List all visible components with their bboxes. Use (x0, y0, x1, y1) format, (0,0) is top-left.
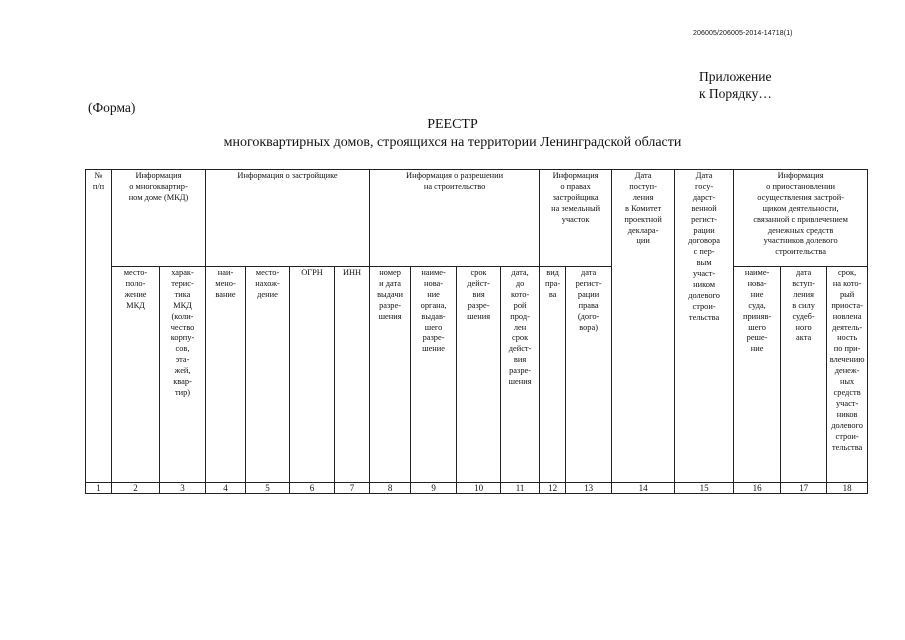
subheader-ogrn: ОГРН (290, 267, 335, 483)
subheader-mkd-characteristics: харак- терис- тика МКД (коли- чество корпу- сов, эта- жей, квар- тир) (160, 267, 206, 483)
column-number: 11 (501, 483, 540, 494)
appendix-line-1: Приложение (699, 69, 772, 84)
column-number: 6 (290, 483, 335, 494)
header-declaration-date: Дата поступ- ления в Комитет проектной деклара- ции (612, 170, 675, 483)
column-number: 13 (566, 483, 612, 494)
column-number: 16 (734, 483, 781, 494)
column-number: 3 (160, 483, 206, 494)
column-number: 15 (675, 483, 734, 494)
appendix-line-2: к Порядку… (699, 86, 772, 101)
header-registration-date: Дата госу- дарст- венной регист- рации договора с пер- вым участ- ником долевого строи- тельства (675, 170, 734, 483)
column-number: 2 (112, 483, 160, 494)
column-number: 9 (411, 483, 457, 494)
header-suspension-info: Информация о приостановлении осуществления застрой- щиком деятельности, связанной с привлечением денежных средств участников долевого строительства (734, 170, 868, 267)
column-numbers-row (86, 483, 868, 494)
subheader-right-type: вид пра- ва (540, 267, 566, 483)
form-label: (Форма) (88, 100, 136, 115)
column-number: 10 (457, 483, 501, 494)
registry-table (85, 169, 868, 494)
subheader-developer-location: место- нахож- дение (246, 267, 290, 483)
document-id: 206005/206005-2014-14718(1) (693, 30, 793, 37)
subheader-issuing-authority: наиме- нова- ние органа, выдав- шего разре- шение (411, 267, 457, 483)
column-number: 14 (612, 483, 675, 494)
subheader-right-registration-date: дата регист- рации права (дого- вора) (566, 267, 612, 483)
header-permit-info: Информация о разрешении на строительство (370, 170, 540, 267)
registry-title: РЕЕСТР (427, 117, 478, 132)
header-land-rights-info: Информация о правах застройщика на земельный участок (540, 170, 612, 267)
column-number: 5 (246, 483, 290, 494)
column-number: 7 (335, 483, 370, 494)
header-number: № п/п (86, 170, 112, 483)
header-developer-info: Информация о застройщике (206, 170, 370, 267)
subheader-mkd-location: место- поло- жение МКД (112, 267, 160, 483)
subheader-inn: ИНН (335, 267, 370, 483)
column-number: 8 (370, 483, 411, 494)
subheader-developer-name: наи- мено- вание (206, 267, 246, 483)
column-number: 17 (781, 483, 827, 494)
column-number: 18 (827, 483, 868, 494)
registry-subtitle: многоквартирных домов, строящихся на территории Ленинградской области (223, 135, 682, 150)
column-number: 4 (206, 483, 246, 494)
subheader-permit-number-date: номер и дата выдачи разре- шения (370, 267, 411, 483)
subheader-permit-extension-date: дата, до кото- рой прод- лен срок дейст- вия разре- шения (501, 267, 540, 483)
column-number: 1 (86, 483, 112, 494)
subheader-court-act-date: дата вступ- ления в силу судеб- ного акта (781, 267, 827, 483)
subheader-permit-term: срок дейст- вия разре- шения (457, 267, 501, 483)
subheader-suspension-term: срок, на кото- рый приоста- новлена деятель- ность по при- влечению денеж- ных средств участ- ников долевого строи- тельства (827, 267, 868, 483)
appendix-note (699, 68, 772, 102)
column-number: 12 (540, 483, 566, 494)
header-mkd-info: Информация о многоквартир- ном доме (МКД) (112, 170, 206, 267)
subheader-court-name: наиме- нова- ние суда, приняв- шего реше- ние (734, 267, 781, 483)
